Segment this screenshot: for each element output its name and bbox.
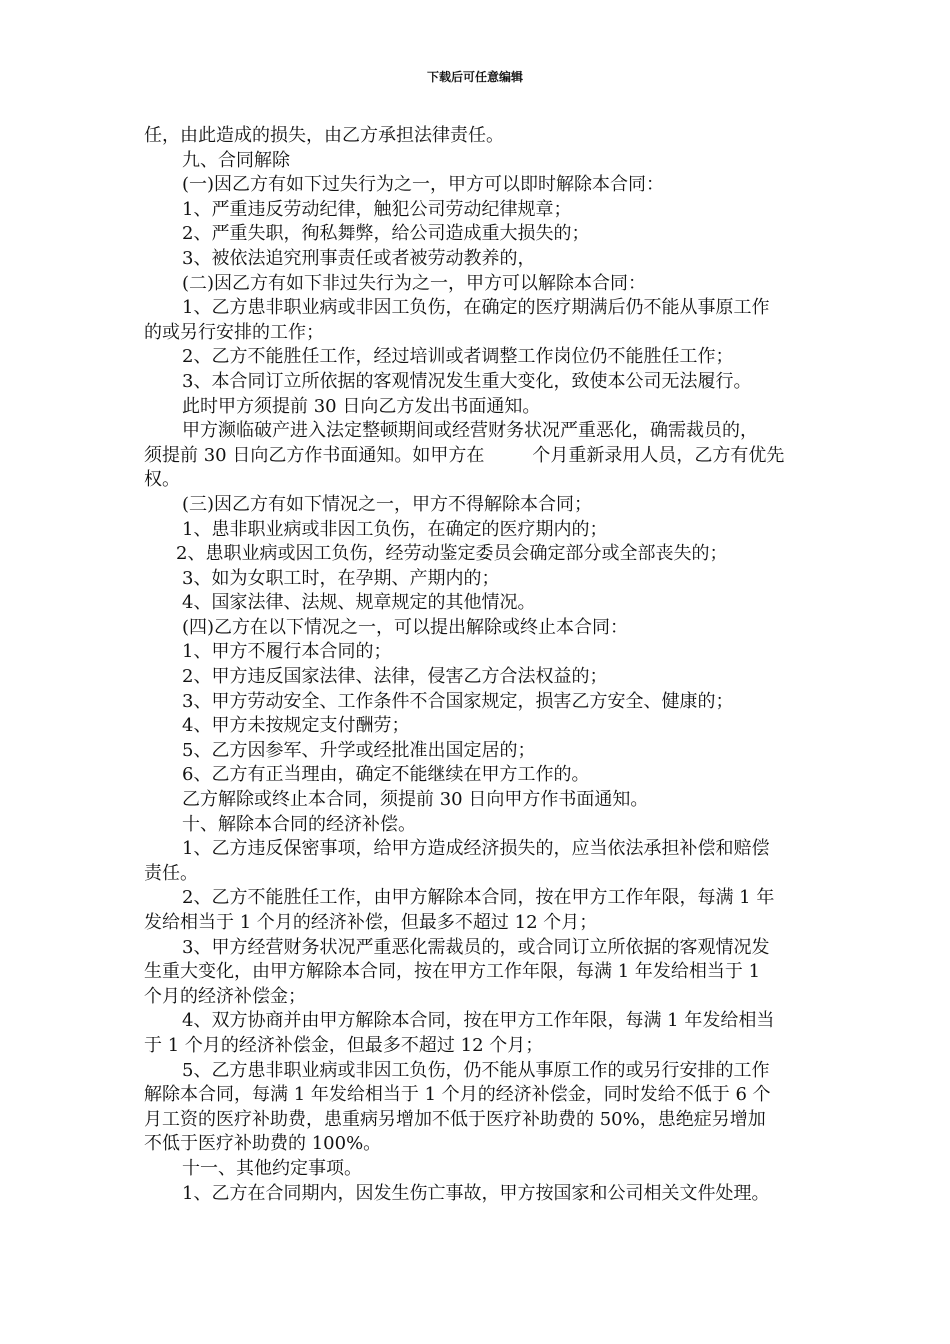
paragraph-line: 于 1 个月的经济补偿金，但最多不超过 12 个月；	[144, 1034, 544, 1056]
paragraph-line: 权。	[144, 469, 180, 491]
list-item: 5、乙方患非职业病或非因工负伤，仍不能从事原工作的或另行安排的工作	[182, 1059, 770, 1081]
list-item: 3、本合同订立所依据的客观情况发生重大变化，致使本公司无法履行。	[182, 370, 752, 392]
paragraph-line: 生重大变化，由甲方解除本合同，按在甲方工作年限，每满 1 年发给相当于 1	[144, 961, 761, 983]
list-item: 3、如为女职工时，在孕期、产期内的；	[182, 567, 500, 589]
paragraph-line: 发给相当于 1 个月的经济补偿，但最多不超过 12 个月；	[144, 912, 598, 933]
paragraph-fragment: 须提前 30 日向乙方作书面通知。如甲方在	[144, 444, 485, 466]
document-body	[144, 124, 810, 1206]
paragraph-line: 不低于医疗补助费的 100%。	[144, 1133, 382, 1155]
list-item: 4、双方协商并由甲方解除本合同，按在甲方工作年限，每满 1 年发给相当	[182, 1010, 775, 1032]
section-heading: 九、合同解除	[182, 149, 290, 171]
list-item: 2、患职业病或因工负伤，经劳动鉴定委员会确定部分或全部丧失的；	[176, 543, 728, 565]
clause-heading: (三)因乙方有如下情况之一，甲方不得解除本合同；	[182, 493, 593, 515]
list-item: 6、乙方有正当理由，确定不能继续在甲方工作的。	[182, 764, 590, 786]
section-heading: 十一、其他约定事项。	[182, 1157, 362, 1179]
paragraph-fragment: 个月重新录用人员，乙方有优先	[532, 444, 785, 466]
clause-heading: (一)因乙方有如下过失行为之一，甲方可以即时解除本合同：	[182, 174, 665, 196]
list-item: 4、国家法律、法规、规章规定的其他情况。	[182, 592, 536, 614]
list-item: 3、被依法追究刑事责任或者被劳动教养的，	[182, 247, 536, 269]
list-item: 1、严重违反劳动纪律，触犯公司劳动纪律规章；	[182, 198, 572, 220]
paragraph-line: 甲方濒临破产进入法定整顿期间或经营财务状况严重恶化，确需裁员的，	[182, 420, 758, 442]
list-item: 1、乙方在合同期内，因发生伤亡事故，甲方按国家和公司相关文件处理。	[182, 1182, 770, 1204]
list-item: 1、甲方不履行本合同的；	[182, 641, 392, 663]
paragraph-line: 乙方解除或终止本合同，须提前 30 日向甲方作书面通知。	[182, 789, 649, 811]
paragraph-line: 的或另行安排的工作；	[144, 321, 324, 343]
page-header: 下载后可任意编辑	[426, 70, 523, 84]
clause-heading: (四)乙方在以下情况之一，可以提出解除或终止本合同：	[182, 616, 629, 638]
list-item: 2、严重失职，徇私舞弊，给公司造成重大损失的；	[182, 223, 590, 245]
list-item: 5、乙方因参军、升学或经批准出国定居的；	[182, 739, 536, 761]
list-item: 1、乙方患非职业病或非因工负伤，在确定的医疗期满后仍不能从事原工作	[182, 297, 770, 319]
list-item: 3、甲方经营财务状况严重恶化需裁员的，或合同订立所依据的客观情况发	[182, 936, 770, 958]
paragraph-line: 责任。	[144, 862, 198, 884]
paragraph-line: 月工资的医疗补助费，患重病另增加不低于医疗补助费的 50%，患绝症另增加	[144, 1108, 766, 1130]
list-item: 3、甲方劳动安全、工作条件不合国家规定，损害乙方安全、健康的；	[182, 690, 734, 712]
paragraph-line: 此时甲方须提前 30 日向乙方发出书面通知。	[182, 395, 541, 417]
list-item: 2、乙方不能胜任工作，由甲方解除本合同，按在甲方工作年限，每满 1 年	[182, 887, 775, 909]
list-item: 1、患非职业病或非因工负伤，在确定的医疗期内的；	[182, 518, 608, 540]
list-item: 4、甲方未按规定支付酬劳；	[182, 715, 410, 737]
paragraph-line: 任，由此造成的损失，由乙方承担法律责任。	[144, 125, 504, 146]
paragraph-line: 解除本合同，每满 1 年发给相当于 1 个月的经济补偿金，同时发给不低于 6 个	[144, 1084, 771, 1106]
paragraph-line: 个月的经济补偿金；	[144, 985, 306, 1007]
section-heading: 十、解除本合同的经济补偿。	[182, 813, 416, 835]
clause-heading: (二)因乙方有如下非过失行为之一，甲方可以解除本合同：	[182, 272, 647, 294]
paragraph-line	[144, 444, 810, 469]
list-item: 2、乙方不能胜任工作，经过培训或者调整工作岗位仍不能胜任工作；	[182, 346, 734, 368]
list-item: 1、乙方违反保密事项，给甲方造成经济损失的，应当依法承担补偿和赔偿	[182, 838, 770, 860]
list-item: 2、甲方违反国家法律、法律，侵害乙方合法权益的；	[182, 666, 608, 688]
